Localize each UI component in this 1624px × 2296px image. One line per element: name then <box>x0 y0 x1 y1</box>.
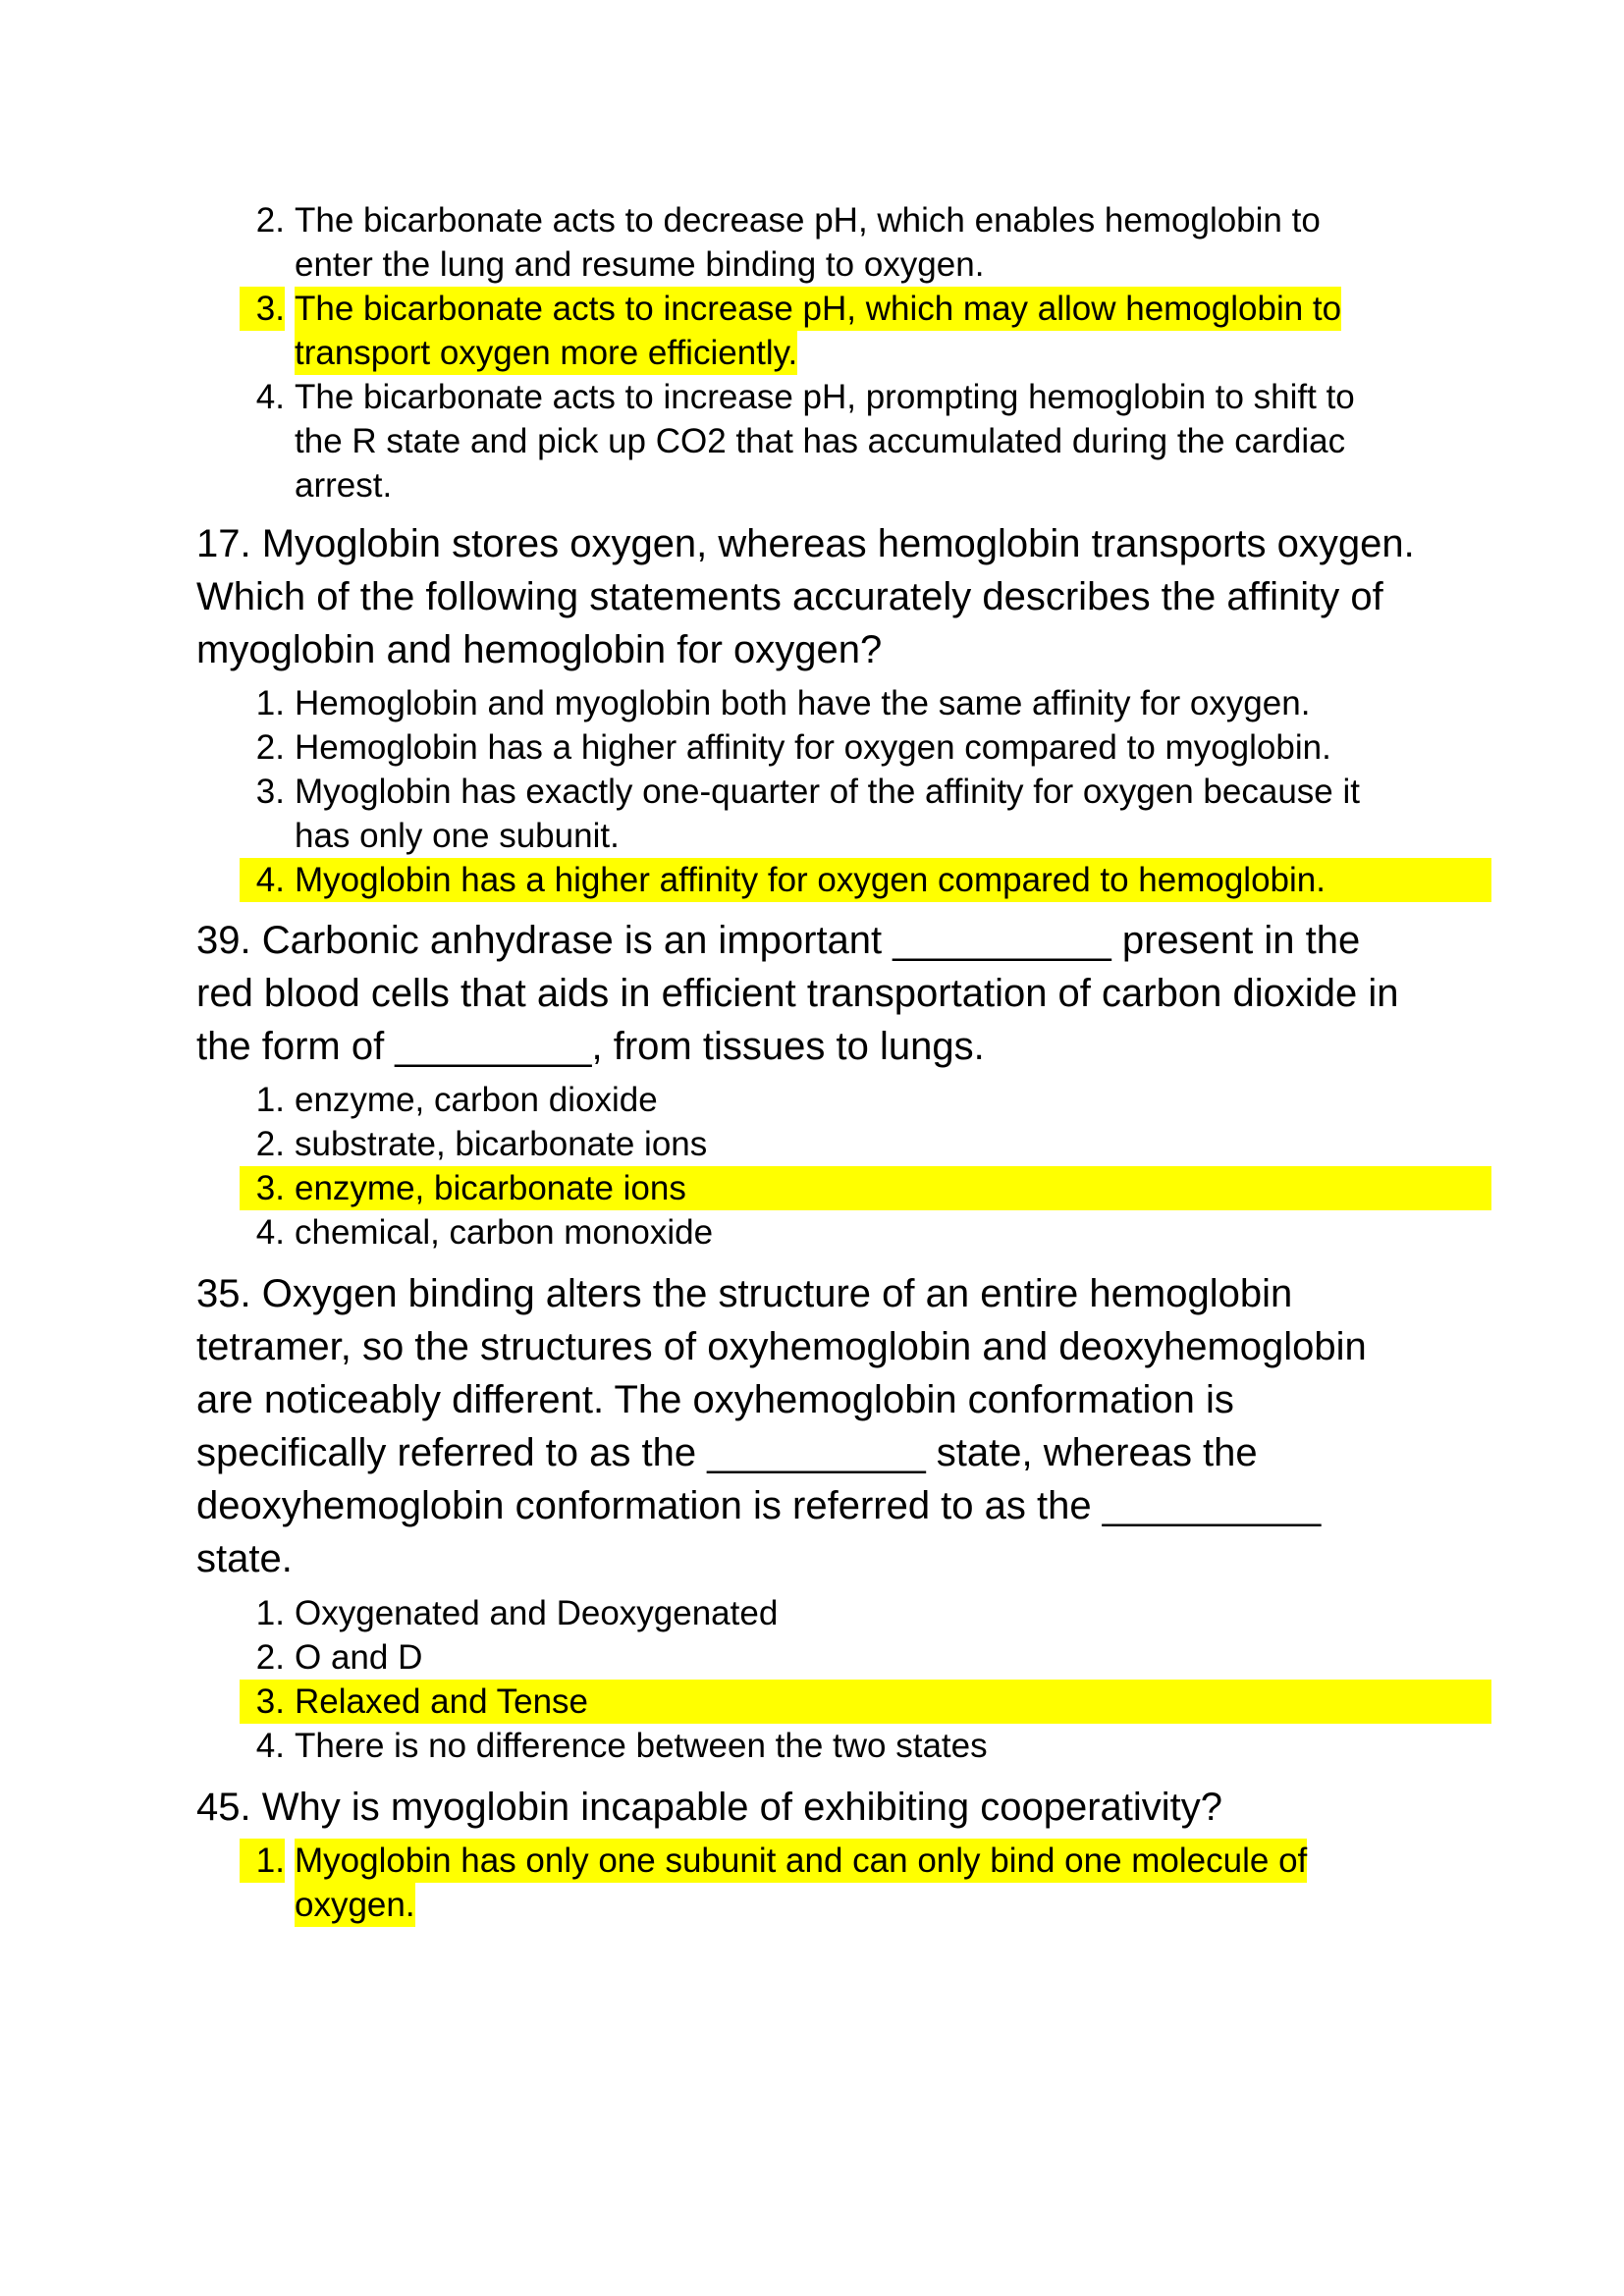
option-text: enzyme, carbon dioxide <box>295 1081 658 1119</box>
question-35-cont: are noticeably different. The oxyhemoglobin conformation is <box>196 1378 1234 1421</box>
question-35: 35. Oxygen binding alters the structure of an entire hemoglobin <box>196 1272 1293 1315</box>
option-text-highlighted: Myoglobin has only one subunit and can only bind one molecule of <box>295 1839 1307 1883</box>
option-number: 3. <box>255 1682 285 1721</box>
question-45: 45. Why is myoglobin incapable of exhibiting cooperativity? <box>196 1786 1223 1829</box>
option-number: 2. <box>255 728 285 767</box>
option-text: has only one subunit. <box>295 817 620 855</box>
q17-option-4-answer <box>240 858 1491 902</box>
option-text: chemical, carbon monoxide <box>295 1213 714 1252</box>
question-39-cont: red blood cells that aids in efficient transportation of carbon dioxide in <box>196 972 1399 1015</box>
question-17-cont: Which of the following statements accurately describes the affinity of <box>196 575 1383 618</box>
option-text: the R state and pick up CO2 that has accumulated during the cardiac <box>295 422 1346 460</box>
option-text: The bicarbonate acts to decrease pH, which enables hemoglobin to <box>295 201 1321 240</box>
option-number: 1. <box>240 1839 285 1883</box>
option-text: Oxygenated and Deoxygenated <box>295 1594 779 1632</box>
question-39: 39. Carbonic anhydrase is an important __________ present in the <box>196 919 1361 962</box>
question-17-cont: myoglobin and hemoglobin for oxygen? <box>196 628 883 671</box>
option-number: 3. <box>255 773 285 811</box>
option-text-highlighted: transport oxygen more efficiently. <box>295 331 797 375</box>
question-17: 17. Myoglobin stores oxygen, whereas hemoglobin transports oxygen. <box>196 522 1415 565</box>
option-number: 1. <box>255 1594 285 1632</box>
q35-option-3-answer <box>240 1680 1491 1724</box>
option-number: 3. <box>240 287 285 331</box>
option-text: substrate, bicarbonate ions <box>295 1125 708 1163</box>
question-35-cont: tetramer, so the structures of oxyhemoglobin and deoxyhemoglobin <box>196 1325 1367 1368</box>
option-text-highlighted: The bicarbonate acts to increase pH, which may allow hemoglobin to <box>295 287 1341 331</box>
option-number: 2. <box>255 1638 285 1677</box>
option-text-highlighted: enzyme, bicarbonate ions <box>295 1169 686 1207</box>
option-text: Myoglobin has exactly one-quarter of the affinity for oxygen because it <box>295 773 1360 811</box>
option-text: arrest. <box>295 466 393 505</box>
option-text: enter the lung and resume binding to oxygen. <box>295 245 985 284</box>
option-text-highlighted: Relaxed and Tense <box>295 1682 589 1721</box>
option-number: 4. <box>255 1213 285 1252</box>
option-text-highlighted: Myoglobin has a higher affinity for oxygen compared to hemoglobin. <box>295 861 1326 899</box>
question-35-cont: specifically referred to as the __________ state, whereas the <box>196 1431 1258 1474</box>
question-39-cont: the form of _________, from tissues to lungs. <box>196 1025 985 1068</box>
option-number: 2. <box>255 201 285 240</box>
question-35-cont: deoxyhemoglobin conformation is referred to as the __________ <box>196 1484 1322 1527</box>
option-number: 4. <box>255 378 285 416</box>
option-number: 1. <box>255 684 285 722</box>
question-35-cont: state. <box>196 1537 293 1580</box>
option-number: 3. <box>255 1169 285 1207</box>
option-number: 4. <box>255 861 285 899</box>
option-number: 2. <box>255 1125 285 1163</box>
option-text-highlighted: oxygen. <box>295 1883 415 1927</box>
option-text: O and D <box>295 1638 423 1677</box>
option-text: Hemoglobin and myoglobin both have the same affinity for oxygen. <box>295 684 1311 722</box>
option-text: There is no difference between the two states <box>295 1727 988 1765</box>
option-number: 1. <box>255 1081 285 1119</box>
option-number: 4. <box>255 1727 285 1765</box>
option-text: Hemoglobin has a higher affinity for oxygen compared to myoglobin. <box>295 728 1331 767</box>
q39-option-3-answer <box>240 1166 1491 1210</box>
option-text: The bicarbonate acts to increase pH, prompting hemoglobin to shift to <box>295 378 1355 416</box>
